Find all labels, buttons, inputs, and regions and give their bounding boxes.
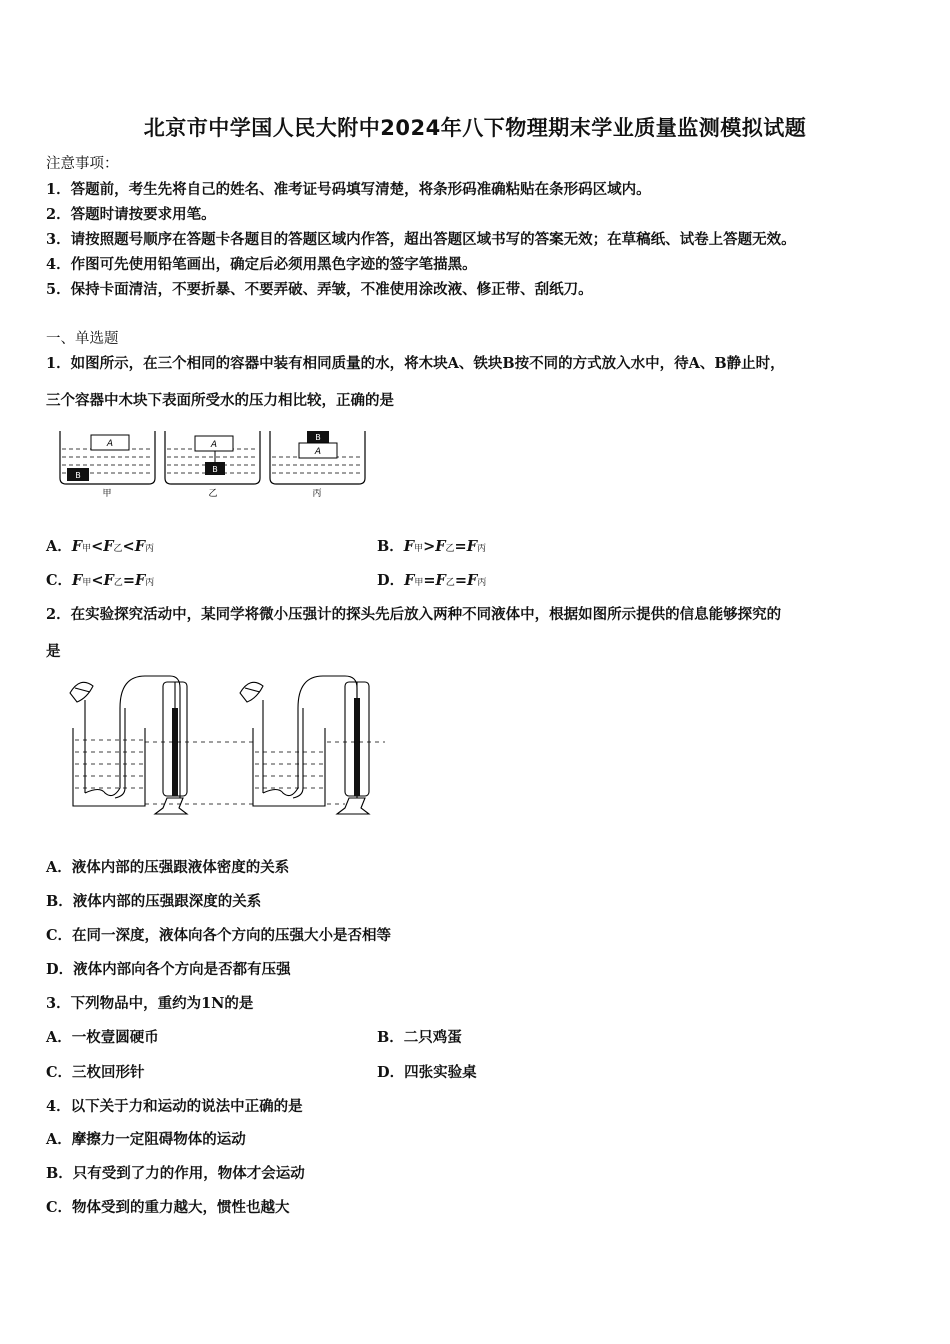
q2-option-a[interactable]: A．液体内部的压强跟液体密度的关系 xyxy=(46,859,290,876)
q2-option-b[interactable]: B．液体内部的压强跟深度的关系 xyxy=(46,893,262,910)
container-label: 乙 xyxy=(208,489,218,499)
gauge-liquid-right xyxy=(354,698,360,796)
block-b-label: B xyxy=(212,465,218,474)
block-a-label: A xyxy=(106,439,114,449)
block-a-2 xyxy=(195,436,233,451)
q4-option-c[interactable]: C．物体受到的重力越大，惯性也越大 xyxy=(46,1199,290,1216)
question-4-stem: 4．以下关于力和运动的说法中正确的是 xyxy=(46,1098,303,1115)
q4-option-a[interactable]: A．摩擦力一定阻碍物体的运动 xyxy=(46,1131,246,1148)
notice-item: 3．请按照题号顺序在答题卡各题目的答题区域内作答，超出答题区域书写的答案无效；在草稿纸、试卷上答题无效。 xyxy=(46,231,796,248)
notice-item: 2．答题时请按要求用笔。 xyxy=(46,206,216,223)
q4-option-b[interactable]: B．只有受到了力的作用，物体才会运动 xyxy=(46,1165,305,1182)
block-b-label: B xyxy=(75,471,81,480)
container-label: 甲 xyxy=(102,489,112,499)
notice-item: 4．作图可先使用铅笔画出，确定后必须用黑色字迹的签字笔描黑。 xyxy=(46,256,477,273)
page-title: 北京市中学国人民大附中2024年八下物理期末学业质量监测模拟试题 xyxy=(143,116,807,140)
q2-option-d[interactable]: D．液体内部向各个方向是否都有压强 xyxy=(46,961,291,978)
q2-option-c[interactable]: C．在同一深度，液体向各个方向的压强大小是否相等 xyxy=(46,927,392,944)
notice-item: 1．答题前，考生先将自己的姓名、准考证号码填写清楚，将条形码准确粘贴在条形码区域内。 xyxy=(46,181,651,198)
question-3-stem: 3．下列物品中，重约为1N的是 xyxy=(46,995,254,1012)
q3-option-b[interactable]: B．二只鸡蛋 xyxy=(377,1029,462,1046)
notice-item: 5．保持卡面清洁，不要折暴、不要弄破、弄皱，不准使用涂改液、修正带、刮纸刀。 xyxy=(46,281,593,298)
q1-option-c[interactable]: C．F甲<F乙=F丙 xyxy=(46,572,155,589)
question-1-stem-cont: 三个容器中木块下表面所受水的压力相比较，正确的是 xyxy=(46,392,394,409)
question-2-stem: 2．在实验探究活动中，某同学将微小压强计的探头先后放入两种不同液体中，根据如图所示提供的信息能够探究的 xyxy=(46,606,782,623)
q1-option-d[interactable]: D．F甲=F乙=F丙 xyxy=(377,572,487,589)
gauge-liquid-left xyxy=(172,708,178,796)
block-b-label: B xyxy=(315,433,321,442)
container-label: 丙 xyxy=(312,489,322,499)
notice-heading: 注意事项： xyxy=(46,156,119,172)
section-heading: 一、单选题 xyxy=(46,331,119,347)
q3-option-c[interactable]: C．三枚回形针 xyxy=(46,1064,145,1081)
q1-figure-containers xyxy=(55,426,375,504)
question-1-stem: 1．如图所示，在三个相同的容器中装有相同质量的水，将木块A、铁块B按不同的方式放入水中，待A、B静止时， xyxy=(46,355,785,372)
q1-option-a[interactable]: A．F甲<F乙<F丙 xyxy=(46,538,155,555)
block-a-label: A xyxy=(210,440,218,450)
block-a-1 xyxy=(91,435,129,450)
block-a-label: A xyxy=(314,447,322,457)
q3-option-a[interactable]: A．一枚壹圆硬币 xyxy=(46,1029,159,1046)
question-2-stem-cont: 是 xyxy=(46,643,61,660)
q1-option-b[interactable]: B．F甲>F乙=F丙 xyxy=(377,538,487,555)
q3-option-d[interactable]: D．四张实验桌 xyxy=(377,1064,477,1081)
q2-figure-pressure-gauge xyxy=(45,668,395,820)
